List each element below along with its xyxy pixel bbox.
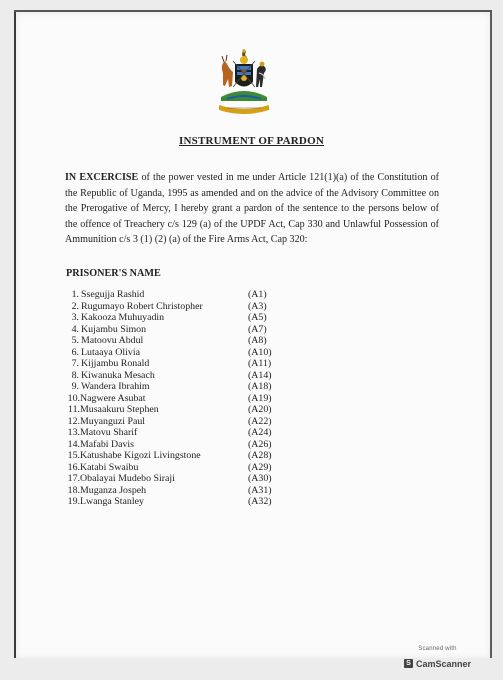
watermark-brand bbox=[404, 659, 471, 669]
prisoner-row bbox=[64, 462, 304, 474]
prisoner-name: Matovu Sharif bbox=[80, 427, 138, 438]
prisoner-number: 7. bbox=[71, 358, 79, 369]
prisoner-row bbox=[64, 312, 304, 324]
prisoner-row bbox=[64, 324, 304, 336]
prisoner-number: 4. bbox=[71, 323, 79, 335]
prisoner-name: Musaakuru Stephen bbox=[80, 404, 159, 415]
prisoner-name: Kujambu Simon bbox=[81, 323, 147, 335]
prisoner-code: (A22) bbox=[248, 415, 272, 427]
prisoner-code: (A11) bbox=[248, 358, 272, 369]
preamble-lead: IN EXCERCISE bbox=[65, 172, 139, 183]
prisoner-code: (A10) bbox=[248, 346, 272, 358]
prisoner-row bbox=[64, 289, 304, 301]
prisoner-number: 13. bbox=[67, 427, 80, 438]
prisoner-row bbox=[64, 485, 304, 497]
prisoner-code: (A18) bbox=[248, 381, 272, 392]
document-title: INSTRUMENT OF PARDON bbox=[179, 135, 324, 147]
prisoner-name: Wandera Ibrahim bbox=[81, 381, 150, 392]
prisoner-list-heading: PRISONER'S NAME bbox=[66, 268, 161, 279]
prisoner-code: (A29) bbox=[248, 461, 272, 473]
prisoner-name: Katabi Swaibu bbox=[80, 461, 139, 473]
prisoner-row bbox=[64, 370, 304, 382]
prisoner-row bbox=[64, 301, 304, 313]
prisoner-name: Ssegujja Rashid bbox=[81, 289, 145, 300]
prisoner-number: 8. bbox=[71, 369, 79, 381]
prisoner-code: (A32) bbox=[248, 496, 272, 507]
prisoner-number: 15. bbox=[67, 450, 80, 461]
prisoner-code: (A30) bbox=[248, 473, 272, 484]
prisoner-name: Kakooza Muhuyadin bbox=[81, 312, 165, 323]
camscanner-logo-icon: S bbox=[404, 659, 413, 668]
prisoner-row bbox=[64, 404, 304, 416]
prisoner-name: Obalayai Mudebo Siraji bbox=[80, 473, 175, 484]
watermark-caption: Scanned with bbox=[418, 646, 457, 652]
prisoner-row bbox=[64, 393, 304, 405]
prisoner-code: (A28) bbox=[248, 450, 272, 461]
prisoner-number: 6. bbox=[71, 346, 79, 358]
watermark-brand-label: CamScanner bbox=[415, 658, 471, 669]
prisoner-name: Muyanguzi Paul bbox=[80, 415, 146, 427]
prisoner-number: 14. bbox=[67, 438, 80, 450]
prisoner-code: (A19) bbox=[248, 392, 272, 404]
prisoner-name: Matoovu Abdul bbox=[81, 335, 144, 346]
prisoner-row bbox=[64, 335, 304, 347]
prisoner-code: (A24) bbox=[248, 427, 272, 438]
prisoner-code: (A3) bbox=[248, 300, 267, 312]
pardon-preamble bbox=[65, 170, 439, 248]
prisoner-row bbox=[64, 439, 304, 451]
prisoner-number: 10. bbox=[67, 392, 80, 404]
prisoner-number: 17. bbox=[67, 473, 80, 484]
prisoner-number: 2. bbox=[71, 300, 79, 312]
prisoner-name: Mafabi Davis bbox=[80, 438, 135, 450]
prisoner-number: 5. bbox=[71, 335, 79, 346]
prisoner-code: (A8) bbox=[248, 335, 267, 346]
prisoner-row bbox=[64, 496, 304, 508]
prisoner-row bbox=[64, 347, 304, 359]
prisoner-name: Kijjambu Ronald bbox=[81, 358, 150, 369]
prisoner-name: Katushabe Kigozi Livingstone bbox=[80, 450, 201, 461]
scanner-watermark bbox=[404, 646, 471, 670]
prisoner-name: Lwanga Stanley bbox=[80, 496, 144, 507]
prisoner-number: 11. bbox=[68, 404, 80, 415]
prisoner-name: Kiwanuka Mesach bbox=[81, 369, 155, 381]
prisoner-code: (A26) bbox=[248, 438, 272, 450]
prisoner-row bbox=[64, 450, 304, 462]
prisoner-row bbox=[64, 427, 304, 439]
prisoner-code: (A7) bbox=[248, 323, 267, 335]
prisoner-number: 18. bbox=[67, 484, 80, 496]
prisoner-row bbox=[64, 416, 304, 428]
prisoner-number: 12. bbox=[67, 415, 80, 427]
preamble-body: of the power vested in me under Article 121(1)(a) of the Constitution of the Republic of Uganda, 1995 as amended and on the advice of the Advisory Committee on the Prerogative of Mercy, I hereby grant a pardon of the sentence to the persons below of the offence of Treachery c/s 129 (a) of the UPDF Act, Cap 330 and Unlawful Possession of Ammunition c/s 3 (1) (2) (a) of the Fire Arms Act, Cap 320: bbox=[65, 172, 439, 246]
prisoner-row bbox=[64, 381, 304, 393]
prisoner-code: (A20) bbox=[248, 404, 272, 415]
prisoner-code: (A5) bbox=[248, 312, 267, 323]
prisoner-number: 3. bbox=[71, 312, 79, 323]
prisoner-name: Nagwere Asubat bbox=[80, 392, 146, 404]
prisoner-name: Lutaaya Olivia bbox=[81, 346, 140, 358]
prisoner-name: Muganza Jospeh bbox=[80, 484, 147, 496]
prisoner-number: 16. bbox=[67, 461, 80, 473]
prisoner-name: Rugumayo Robert Christopher bbox=[81, 300, 203, 312]
prisoner-code: (A31) bbox=[248, 484, 272, 496]
prisoner-row bbox=[64, 358, 304, 370]
prisoner-row bbox=[64, 473, 304, 485]
prisoner-number: 19. bbox=[67, 496, 80, 507]
uganda-coat-of-arms-emblem bbox=[213, 47, 275, 119]
prisoner-number: 9. bbox=[71, 381, 79, 392]
prisoner-list bbox=[64, 289, 304, 508]
prisoner-number: 1. bbox=[71, 289, 79, 300]
prisoner-code: (A1) bbox=[248, 289, 267, 300]
prisoner-code: (A14) bbox=[248, 369, 272, 381]
